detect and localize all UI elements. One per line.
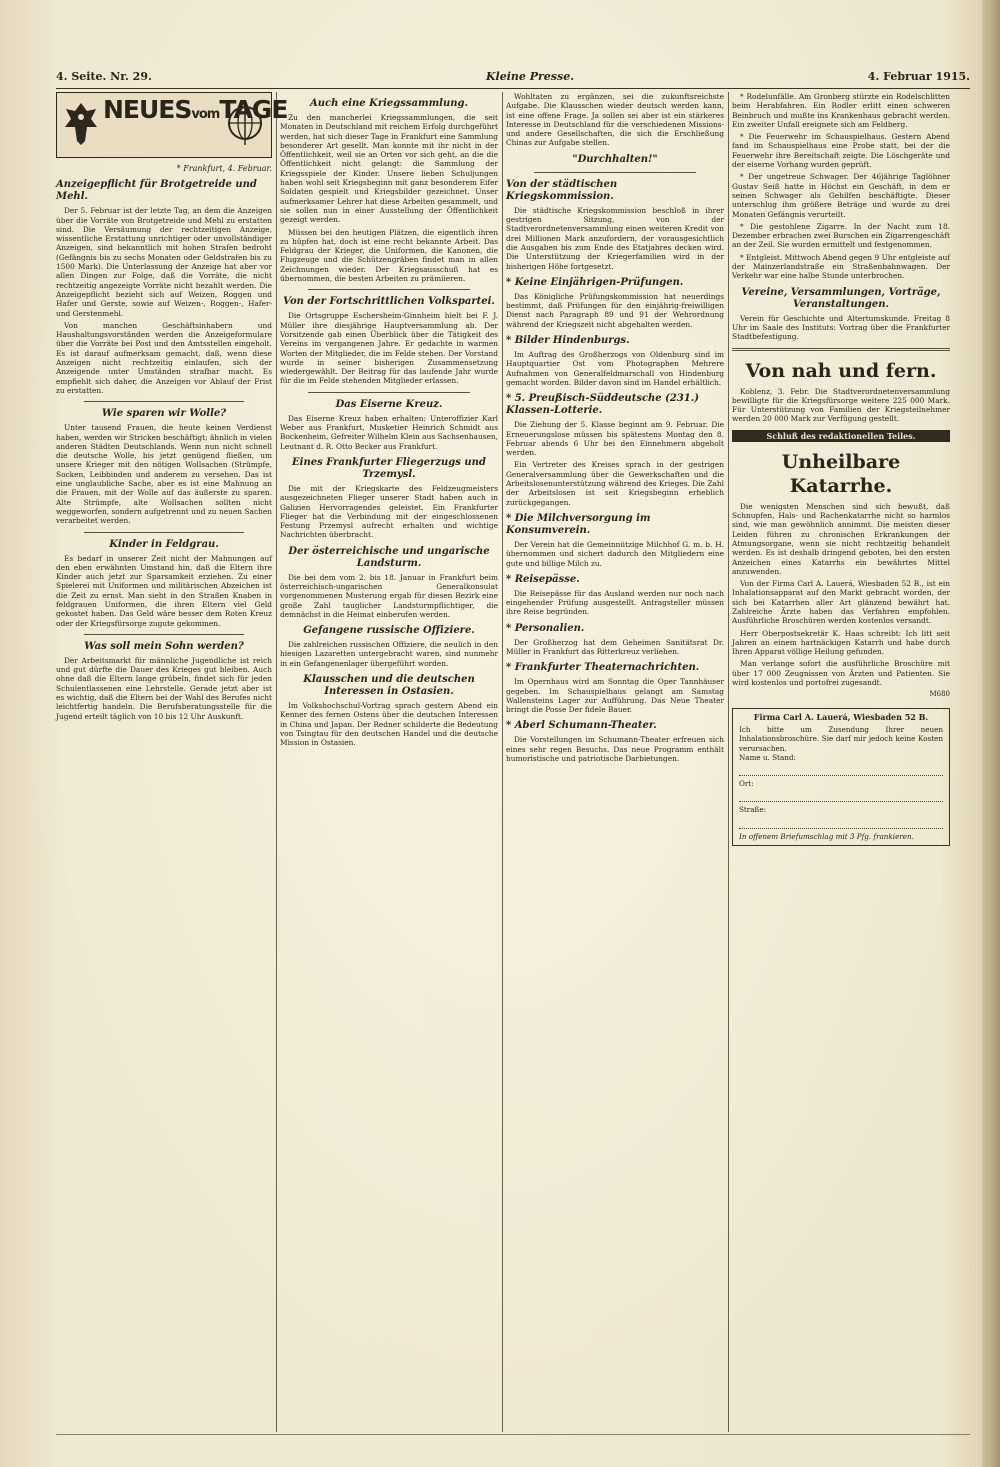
- article-paragraph: Die mit der Kriegskarte des Feldzeugmeisters ausgezeichneten Flieger unserer Stadt haben auch in Galizien Hervorragendes geleistet. Ein Frankfurter Flieger hat die Verbindung mit der eingeschlossenen Festung Przemysl aufrecht erhalten und wichtige Nachrichten überbracht.: [280, 483, 498, 540]
- coupon-title: Firma Carl A. Lauerá, Wiesbaden 52 B.: [753, 711, 929, 722]
- globe-icon: [225, 99, 265, 149]
- paper-title: Kleine Presse.: [486, 70, 575, 83]
- article-heading: * Frankfurter Theaternachrichten.: [506, 662, 700, 674]
- advert-paragraph: Die wenigsten Menschen sind sich bewußt, daß Schnupfen, Hals- und Rachenkatarrhe nicht so harmlos sind, wie man gewöhnlich annimmt. Die meisten dieser Leiden führen zu chronischen Erkrankungen der Atmungsorgane, wenn sie nicht rechtzeitig behandelt werden. Es ist deshalb dringend geboten, bei den ersten Anzeichen eines Katarrhs ein bewährtes Mittel anzuwenden.: [732, 501, 950, 576]
- article-paragraph: Der Großherzog hat dem Geheimen Sanitätsrat Dr. Müller in Frankfurt das Ritterkreuz verliehen.: [506, 637, 724, 656]
- article-paragraph: Der Verein hat die Gemeinnützige Milchhof G. m. b. H. übernommen und sichert dadurch den Mitgliedern eine gute und billige Milch zu.: [506, 539, 724, 568]
- column-3: [506, 92, 724, 1432]
- section-divider: [732, 348, 950, 351]
- section-heading: Von nah und fern.: [745, 359, 937, 382]
- article-paragraph: Die Reisepässe für das Ausland werden nur noch nach eingehender Prüfung ausgestellt. Antragsteller müssen ihre Reise begründen.: [506, 588, 724, 617]
- section-divider: [534, 172, 696, 173]
- article-paragraph: Die Ziehung der 5. Klasse beginnt am 9. Februar. Die Erneuerungslose müssen bis spätestens Montag den 8. Februar abends 6 Uhr bei den Einnehmern abgeholt werden.: [506, 420, 724, 458]
- order-coupon: [732, 708, 950, 846]
- section-divider: [308, 392, 470, 393]
- dateline: * Frankfurt, 4. Februar.: [176, 164, 272, 173]
- article-paragraph: Die bei dem vom 2. bis 18. Januar in Frankfurt beim österreichisch-ungarischen Generalkonsulat vorgenommenen Musterung ergab für diesen Bezirk eine große Zahl tauglicher Landsturmpflichtiger, die demnächst in die Heimat einberufen werden.: [280, 572, 498, 619]
- article-paragraph: Der Arbeitsmarkt für männliche Jugendliche ist reich und gut dürfte die Dauer des Krieges gut bleiben. Auch ohne daß die Eltern lange grübeln, findet sich für jeden Schulentlassenen eine Lehrstelle. Gerade jetzt aber ist es wichtig, daß die Eltern bei der Wahl des Berufes nicht leichtfertig handeln. Die Berufsberatungsstelle für die Jugend erteilt täglich von 10 bis 12 Uhr Auskunft.: [56, 655, 272, 721]
- article-heading: Eines Frankfurter Fliegerzugs und Trzemysl.: [292, 456, 486, 480]
- article-paragraph: Verein für Geschichte und Altertumskunde. Freitag 8 Uhr im Saale des Instituts: Vortrag über die Frankfurter Stadtbefestigung.: [732, 313, 950, 342]
- quote-heading: "Durchhalten!": [572, 153, 658, 165]
- article-paragraph: Zu den mancherlei Kriegssammlungen, die seit Monaten in Deutschland mit reichem Erfolg durchgeführt werden, hat sich dieser Tage in Frankfurt eine Sammlung besonderer Art gesellt. Man konnte mit ihr nicht in der Öffentlichkeit, weil sie an Orten vor sich geht, an die die Öffentlichkeit nicht gelangt: die Sammlung der Kriegsspiele der Kinder. Unsere lieben Schuljungen haben wohl seit Kriegsbeginn mit ganz besonderem Eifer Soldaten gespielt und Kriegsbilder gezeichnet. Unser aufmerksamer Lehrer hat diese Arbeiten gesammelt, und sie sollen nun in einer Ausstellung der Öffentlichkeit gezeigt werden.: [280, 113, 498, 225]
- page-header: [56, 70, 970, 89]
- article-heading: Kinder in Feldgrau.: [109, 538, 219, 550]
- section-divider: [308, 289, 470, 290]
- article-heading: Anzeigepflicht für Brotgetreide und Mehl.: [56, 179, 257, 203]
- coupon-place-line: [739, 791, 943, 802]
- article-paragraph: Ein Vertreter des Kreises sprach in der gestrigen Generalversammlung über die Gewerkschaften und die Arbeitslosenunterstützung während des Krieges. Die Zahl der Arbeitslosen ist seit Kriegsbeginn erheblich zurückgegangen.: [506, 460, 724, 507]
- article-heading: * Reisepässe.: [506, 573, 580, 585]
- column-rule: [728, 92, 729, 1432]
- advert-code: M680: [929, 690, 950, 699]
- article-paragraph: Müssen bei den heutigen Plätzen, die eigentlich ihren zu hüpfen hat, doch ist eine recht bekannte Arbeit. Das Feldgrau der Krieger, die Uniformen, die Kanonen, die Flugzeuge und die Schützengräben findet man in allen Zeichnungen wieder. Der Kriegsausschuß hat es übernommen, die besten Arbeiten zu prämiieren.: [280, 227, 498, 284]
- article-paragraph: Die Vorstellungen im Schumann-Theater erfreuen sich eines sehr regen Besuchs. Das neue Programm enthält humoristische und patriotische Darbietungen.: [506, 735, 724, 764]
- article-paragraph: Der 5. Februar ist der letzte Tag, an dem die Anzeigen über die Vorräte von Brotgetreide und Mehl zu erstatten sind. Die Versäumung der rechtzeitigen Anzeige, wissentliche Erstattung unrichtiger oder unvollständiger Anzeigen, sind bekanntlich mit hohen Strafen bedroht (Gefängnis bis zu sechs Monaten oder Geldstrafen bis zu 1500 Mark). Die Unterlassung der Anzeige hat aber vor allen Dingen zur Folge, daß die Vorräte, die nicht rechtzeitig angezeigte Vorräte nicht bezahlt werden. Die Anzeigepflicht bezieht sich auf Weizen, Roggen und Hafer und Gerste, sowie auf Weizen-, Roggen-, Hafer- und Gerstenmehl.: [56, 206, 272, 318]
- article-heading: Das Eiserne Kreuz.: [335, 398, 443, 410]
- article-heading: * Bilder Hindenburgs.: [506, 335, 630, 347]
- coupon-name-line: [739, 765, 943, 776]
- article-paragraph: Es bedarf in unserer Zeit nicht der Mahnungen auf den eben erwähnten Umstand hin, daß die Eltern ihre Kinder auch jetzt zur Sparsamkeit erziehen. Zu einer Spielerei mit Uniformen und militärischen Abzeichen ist die Zeit zu ernst. Man sieht in den Straßen Knaben in feldgrauen Uniformen, die ihren Eltern viel Geld gekostet haben. Das Geld wäre besser dem Roten Kreuz oder der Kriegsfürsorge zugute gekommen.: [56, 553, 272, 628]
- article-paragraph: Im Volkshochschul-Vortrag sprach gestern Abend ein Kenner des fernen Ostens über die deutschen Interessen in China und Japan. Der Redner schilderte die Bedeutung von Tsingtau für den deutschen Handel und die deutsche Mission in Ostasien.: [280, 701, 498, 748]
- coupon-street-label: Straße:: [739, 805, 767, 815]
- article-paragraph: Wohltaten zu ergänzen, sei die zukunftsreichste Aufgabe. Die Klausschen wieder deutsch werden kann, ist eine offene Frage. Ja sollen sei aber ist ein stärkeres Interesse in Deutschland für die verschiedenen Missions- und andere Gesellschaften, die sich die Erschließung Chinas zur Aufgabe stellen.: [506, 92, 724, 148]
- column-2: [280, 92, 498, 1432]
- article-paragraph: Im Opernhaus wird am Sonntag die Oper Tannhäuser gegeben. Im Schauspielhaus gelangt am Samstag Wallensteins Lager zur Aufführung. Das Neue Theater bringt die Posse Der fidele Bauer.: [506, 677, 724, 715]
- article-paragraph: Unter tausend Frauen, die heute keinen Verdienst haben, werden wir Stricken beschäftigt; ähnlich in vielen anderen Städten Deutschlands. Wenn nun nicht schnell die deutsche Wolle, bis jetzt genügend fließen, um unsere Krieger mit den nötigen Wollsachen (Strümpfe, Socken, Leibbinden und anderem zu versehen. Das ist eine unglaubliche Sache, aber es ist eine Mahnung an die Frauen, mit der Wolle auf das äußerste zu sparen. Alte Strümpfe, alte Wollsachen sollten nicht weggeworfen, sondern aufgetrennt und zu neuen Sachen verarbeitet werden.: [56, 423, 272, 526]
- article-paragraph: Die zahlreichen russischen Offiziere, die neulich in den hiesigen Lazaretten untergebracht waren, sind nunmehr in ein Gefangenenlager übergeführt worden.: [280, 640, 498, 668]
- article-paragraph: Im Auftrag des Großherzogs von Oldenburg sind im Hauptquartier Ost vom Photographen Mehrere Aufnahmen von Generalfeldmarschall von Hindenburg gemacht worden. Bilder davon sind im Handel erhältlich.: [506, 350, 724, 387]
- article-heading: Von der Fortschrittlichen Volkspartei.: [283, 296, 495, 308]
- article-paragraph: * Entgleist. Mittwoch Abend gegen 9 Uhr entgleiste auf der Mainzerlandstraße ein Straßenbahnwagen. Der Verkehr war eine halbe Stunde unterbrochen.: [732, 252, 950, 281]
- column-1: [56, 92, 288, 1432]
- article-heading: Auch eine Kriegssammlung.: [310, 98, 468, 109]
- article-heading: Vereine, Versammlungen, Vorträge, Veranstaltungen.: [741, 286, 941, 310]
- advert-paragraph: Von der Firma Carl A. Lauerá, Wiesbaden 52 B., ist ein Inhalationsapparat auf den Markt gebracht worden, der sich bei Katarrhen aller Art glänzend bewährt hat. Zahlreiche Ärzte haben das Verfahren empfohlen. Ausführliche Broschüren werden kostenlos versandt.: [732, 579, 950, 626]
- article-heading: * Die Milchversorgung im Konsumverein.: [506, 512, 651, 536]
- coupon-text: Ich bitte um Zusendung Ihrer neuen Inhalationsbroschüre. Sie darf mir jedoch keine Kosten verursachen.: [739, 724, 943, 753]
- article-heading: * Personalien.: [506, 622, 585, 634]
- column-rule: [276, 92, 277, 1432]
- page-binding-edge: [982, 0, 1000, 1467]
- article-paragraph: * Der ungetreue Schwager. Der 46jährige Taglöhner Gustav Seiß hatte in Höchst ein Geschäft, in dem er seinen Schwager als Gehilfen beschäftigte. Dieser unterschlug ihm größere Beträge und wurde zu drei Monaten Gefängnis verurteilt.: [732, 172, 950, 219]
- coupon-note: In offenem Briefumschlag mit 3 Pfg. frankieren.: [739, 831, 914, 841]
- advert-paragraph: Man verlange sofort die ausführliche Broschüre mit über 17 000 Zeugnissen von Ärzten und Patienten. Sie wird kostenlos und portofrei zugesandt.: [732, 659, 950, 688]
- article-heading: * Aberl Schumann-Theater.: [506, 720, 657, 732]
- article-paragraph: Die Ortsgruppe Eschersheim-Ginnheim hielt bei F. J. Müller ihre diesjährige Hauptversammlung ab. Der Vorsitzende gab einen Überblick über die Tätigkeit des Vereins im vergangenen Jahre. Er gedachte in warmen Worten der Mitglieder, die im Felde stehen. Der Vorstand wurde in seiner bisherigen Zusammensetzung wiedergewählt. Der Beitrag für das laufende Jahr wurde für die im Felde stehenden Mitglieder erlassen.: [280, 311, 498, 386]
- article-paragraph: Das Königliche Prüfungskommission hat neuerdings bestimmt, daß Prüfungen für den einjährig-freiwilligen Dienst nach Paragraph 89 und 91 der Wehrordnung während der Kriegszeit nicht abgehalten werden.: [506, 291, 724, 329]
- article-heading: * Keine Einjährigen-Prüfungen.: [506, 276, 684, 288]
- masthead-title: NEUESvomTAGE: [103, 95, 288, 124]
- end-of-editorial-banner: Schluß des redaktionellen Teiles.: [732, 430, 950, 442]
- column-4: [732, 92, 950, 1432]
- article-paragraph: Von manchen Geschäftsinhabern und Haushaltungsvorständen werden die Anzeigeformulare über die Vorräte bei Post und den Amtsstellen eingeholt. Es ist darauf aufmerksam gemacht, daß, wenn diese Anzeigen nicht rechtzeitig einlaufen, sich der Anzeigende unter Umständen strafbar macht. Es empfiehlt sich daher, die Anzeigen vor Ablauf der Frist zu erstatten.: [56, 320, 272, 395]
- coupon-name-label: Name u. Stand:: [739, 752, 796, 762]
- advert-heading: Unheilbare Katarrhe.: [781, 450, 901, 497]
- article-heading: Der österreichische und ungarische Landsturm.: [288, 545, 490, 569]
- article-heading: Von der städtischen Kriegskommission.: [506, 178, 618, 202]
- coupon-place-label: Ort:: [739, 779, 754, 789]
- coupon-street-line: [739, 818, 943, 829]
- article-heading: Gefangene russische Offiziere.: [303, 625, 475, 637]
- article-paragraph: Die städtische Kriegskommission beschloß in ihrer gestrigen Sitzung, von der Stadtverordnetenversammlung einen weiteren Kredit von drei Millionen Mark anzufordern, der vorausgesichtlich die Ausgaben bis zum Ende des Etatjahres decken wird. Die Unterstützung der Kriegerfamilien wird in der bisherigen Höhe fortgesetzt.: [506, 205, 724, 271]
- article-paragraph: * Rodelunfälle. Am Gronberg stürzte ein Rodelschlitten beim Herabfahren. Ein Rodler erlitt einen schweren Beinbruch und mußte ins Krankenhaus gebracht werden. Ein zweiter Unfall ereignete sich am Feldberg.: [732, 92, 950, 129]
- page-footer-edge: [56, 1434, 970, 1455]
- article-heading: * 5. Preußisch-Süddeutsche (231.) Klassen-Lotterie.: [506, 393, 699, 417]
- advert-paragraph: Herr Oberpostsekretär K. Haas schreibt: Ich litt seit Jahren an einem hartnäckigen Katarrh und habe durch Ihren Apparat völlige Heilung gefunden.: [732, 628, 950, 657]
- neues-vom-tage-masthead: [56, 92, 288, 158]
- article-heading: Wie sparen wir Wolle?: [101, 408, 227, 420]
- article-paragraph: Koblenz, 3. Febr. Die Stadtverordnetenversammlung bewilligte für die Kriegsfürsorge weitere 225 000 Mark. Für Unterstützung von Familien der Kriegsteilnehmer werden 20 000 Mark zur Verfügung gestellt.: [732, 386, 950, 424]
- section-divider: [84, 401, 244, 402]
- article-heading: Klausschen und die deutschen Interessen in Ostasien.: [303, 674, 475, 698]
- page-number: 4. Seite. Nr. 29.: [56, 70, 152, 83]
- article-paragraph: * Die gestohlene Zigarre. In der Nacht zum 18. Dezember erbrachen zwei Burschen ein Zigarrengeschäft an der Zeil. Sie wurden ermittelt und festgenommen.: [732, 221, 950, 250]
- page-date: 4. Februar 1915.: [867, 70, 970, 83]
- column-rule: [502, 92, 503, 1432]
- article-paragraph: Das Eiserne Kreuz haben erhalten: Unteroffizier Karl Weber aus Frankfurt, Musketier Heinrich Schmidt aus Bockenheim, Gefreiter Wilhelm Klein aus Sachsenhausen, Leutnant d. R. Otto Becker aus Frankfurt.: [280, 413, 498, 451]
- article-paragraph: * Die Feuerwehr im Schauspielhaus. Gestern Abend fand im Schauspielhaus eine Probe statt, bei der die Feuerwehr ihre Bereitschaft zeigte. Die Löschgeräte und der eiserne Vorhang wurden geprüft.: [732, 132, 950, 170]
- section-divider: [84, 532, 244, 533]
- section-divider: [84, 634, 244, 635]
- article-heading: Was soll mein Sohn werden?: [84, 640, 244, 652]
- eagle-crest-icon: [63, 99, 99, 149]
